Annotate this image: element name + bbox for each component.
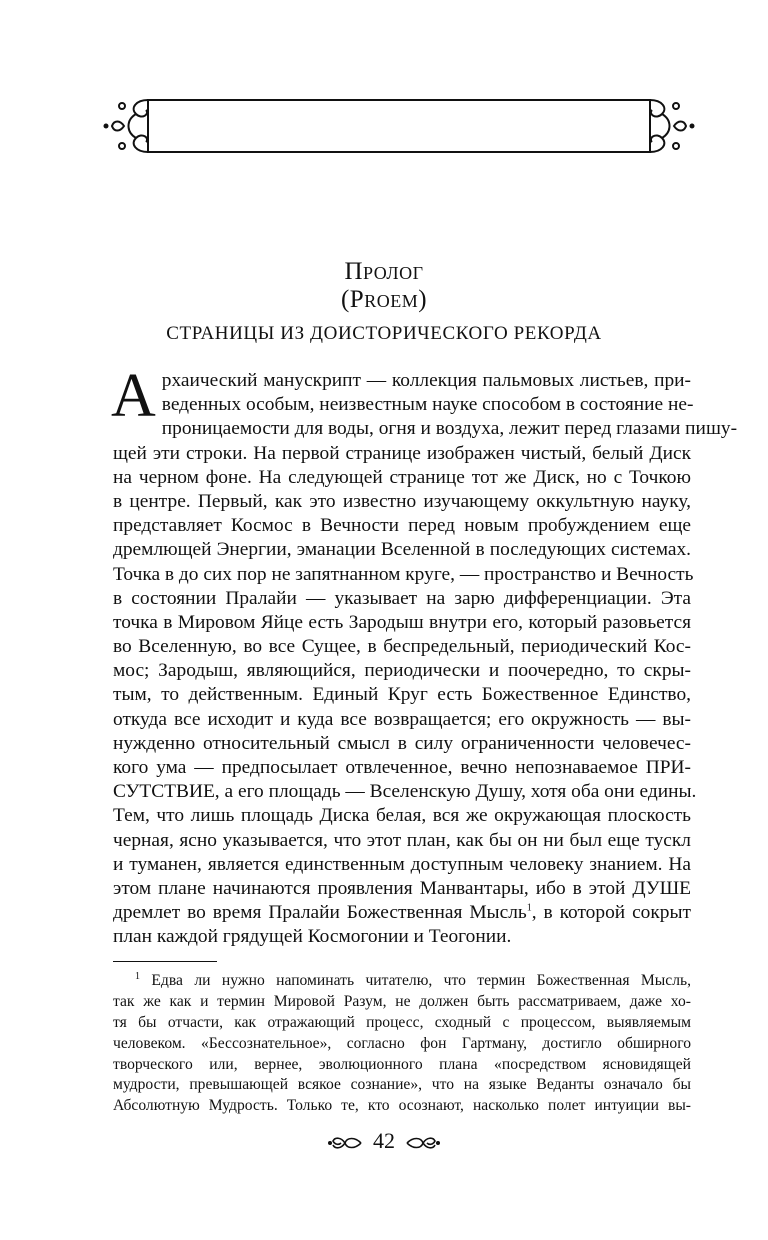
footnote-line bbox=[113, 971, 691, 992]
page-footer bbox=[0, 1128, 768, 1154]
body-line: СУТСТВИЕ, а его площадь — Вселенскую Душу, хотя оба они едины. bbox=[113, 781, 697, 803]
footnote-mark: 1 bbox=[135, 970, 140, 982]
footnote bbox=[113, 971, 691, 1117]
body-line-text: дремлет во время Пралайи Божественная Мысль bbox=[113, 902, 527, 924]
body-line: откуда все исходит и куда все возвращается; его окружность — вы- bbox=[113, 708, 691, 730]
footnote-text: Едва ли нужно напоминать читателю, что термин Божественная Мысль, bbox=[140, 972, 691, 989]
chapter-subtitle: СТРАНИЦЫ ИЗ ДОИСТОРИЧЕСКОГО РЕКОРДА bbox=[166, 323, 602, 344]
footnote-divider bbox=[113, 961, 217, 962]
body-line: точка в Мировом Яйце есть Зародыш внутри его, который разовьется bbox=[113, 611, 691, 633]
ornamental-frame-icon bbox=[100, 92, 698, 160]
chapter-title: Пролог bbox=[344, 258, 424, 285]
body-line-with-footnote bbox=[113, 901, 691, 925]
body-line: в центре. Первый, как это известно изучающему оккультную науку, bbox=[113, 490, 691, 512]
body-text bbox=[111, 362, 738, 950]
fleuron-right-icon bbox=[405, 1133, 441, 1153]
page-number: 42 bbox=[373, 1128, 395, 1153]
footnote-line: человеком. «Бессознательное», согласно фон Гартману, достигло обширного bbox=[113, 1034, 691, 1052]
body-line: черная, ясно указывается, что этот план, как бы он ни был еще тускл bbox=[113, 829, 691, 851]
body-line: этом плане начинаются проявления Манвантары, ибо в этой ДУШЕ bbox=[113, 877, 691, 899]
body-line: и туманен, является единственным доступным человеку знанием. На bbox=[113, 853, 691, 875]
body-line: на черном фоне. На следующей странице тот же Диск, но с Точкою bbox=[113, 466, 691, 488]
body-line: представляет Космос в Вечности перед новым пробуждением еще bbox=[113, 515, 691, 537]
body-line: мос; Зародыш, являющийся, периодически и поочередно, то скры- bbox=[113, 660, 691, 682]
footnote-line: тя бы отчасти, как отражающий процесс, сходный с процессом, выявляемым bbox=[113, 1013, 691, 1031]
body-line: в состоянии Пралайи — указывает на зарю дифференциации. Эта bbox=[113, 587, 691, 609]
footnote-line: творческого или, вернее, эволюционного плана «посредством ясновидящей bbox=[113, 1055, 691, 1073]
body-line: кого ума — предпосылает отвлеченное, вечно непознаваемое ПРИ- bbox=[113, 757, 691, 778]
body-line: Точка в до сих пор не запятнанном круге, — пространство и Вечность bbox=[113, 563, 694, 585]
chapter-title-original: (Proem) bbox=[340, 286, 428, 313]
body-line: план каждой грядущей Космогонии и Теогонии. bbox=[113, 926, 512, 948]
fleuron-left-icon bbox=[327, 1133, 363, 1153]
body-line: рхаический манускрипт — коллекция пальмовых листьев, при- bbox=[161, 370, 691, 391]
footnote-reference[interactable]: 1 bbox=[526, 902, 532, 914]
body-line: во Вселенную, во все Сущее, в беспредельный, периодический Кос- bbox=[113, 636, 691, 658]
footnote-line: Абсолютную Мудрость. Только те, кто осознают, насколько полет интуиции вы- bbox=[113, 1097, 691, 1115]
body-line: веденных особым, неизвестным науке способом в состояние не- bbox=[161, 394, 694, 416]
drop-cap: А bbox=[111, 362, 156, 430]
body-line-tail: , в которой сокрыт bbox=[531, 902, 691, 924]
footnote-line: мудрости, превышающей всякое сознание», что на языке Веданты означало бы bbox=[113, 1076, 691, 1094]
body-line: Тем, что лишь площадь Диска белая, вся же окружающая плоскость bbox=[113, 805, 691, 827]
body-line: нужденно относительный смысл в силу ограниченности человечес- bbox=[113, 732, 691, 754]
body-line: тым, то действенным. Единый Круг есть Божественное Единство, bbox=[113, 684, 691, 706]
body-line: дремлющей Энергии, эманации Вселенной в последующих системах. bbox=[113, 539, 691, 561]
body-line: проницаемости для воды, огня и воздуха, лежит перед глазами пишу- bbox=[161, 418, 738, 440]
body-line: щей эти строки. На первой странице изображен чистый, белый Диск bbox=[113, 442, 691, 464]
footnote-line: так же как и термин Мировой Разум, не должен быть рассматриваем, даже хо- bbox=[113, 992, 691, 1010]
